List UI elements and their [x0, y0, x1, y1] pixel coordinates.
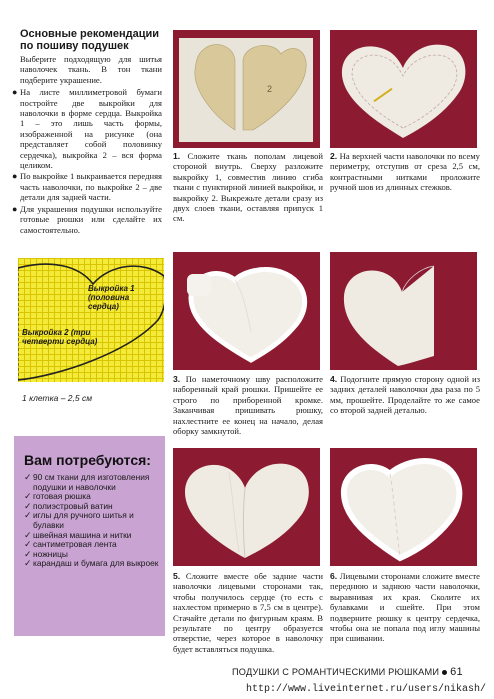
step-photo-4	[330, 252, 477, 370]
list-item: ✓ швейная машина и нитки	[24, 529, 132, 540]
materials-box	[14, 436, 165, 636]
check-icon: ✓	[24, 548, 32, 559]
check-icon: ✓	[24, 558, 32, 569]
list-item: ✓ карандаш и бумага для выкроек	[24, 558, 159, 569]
heart-pinned-illustration	[330, 448, 477, 566]
bullet-icon	[442, 670, 447, 675]
pattern-label-1: Выкройка 1 (половина сердца)	[88, 284, 135, 311]
step-photo-6	[330, 448, 477, 566]
bullet-icon: ●	[12, 203, 18, 214]
step-caption-2: 2. На верхней части наволочки по всему периметру, отступив от среза 2,5 см, контрастными нитками проложите ручной шов из длинных стежков.	[330, 151, 480, 193]
step-caption-1: 1. Сложите ткань пополам лицевой стороной внутрь. Сверху разложите выкройку 1, совместив линию сгиба ткани с пунктирной линией выкройки, и выкройку 2. Выкрежьте детали сразу из двух слоев ткани, оставляя припуск 1 см.	[173, 151, 323, 224]
list-item: ✓ сантиметровая лента	[24, 539, 117, 550]
step-photo-3	[173, 252, 320, 370]
bullet-icon: ●	[12, 171, 18, 182]
step-caption-4: 4. Подогните прямую сторону одной из задних деталей наволочки два раза по 5 мм, прошейте. Проделайте то же самое со второй задней деталью.	[330, 374, 480, 416]
check-icon: ✓	[24, 539, 32, 550]
scale-note: 1 клетка – 2,5 см	[22, 393, 93, 403]
fabric-with-patterns-illustration	[173, 30, 320, 148]
check-icon: ✓	[24, 472, 32, 482]
list-item: ✓ ножницы	[24, 548, 68, 559]
step-caption-3: 3. По наметочному шву расположите наборенный край рюшки. Пришейте ее строго по прибоpенной кромке. Заканчивая пришивать рюшку, нахлестните ее конец на начало, делая оборку замкнутой.	[173, 374, 323, 437]
heart-basting-illustration	[330, 30, 477, 148]
list-item: ✓ 90 см ткани для изготовления подушки и наволочки	[24, 472, 150, 492]
step-photo-1	[173, 30, 320, 148]
section-title: Основные рекомендации по пошиву подушек	[20, 28, 160, 52]
bullet-icon: ●	[12, 87, 18, 98]
list-item: ✓ полиэстровый ватин	[24, 500, 113, 511]
check-icon: ✓	[24, 529, 32, 540]
pattern-grid	[18, 258, 164, 382]
step-caption-6: 6. Лицевыми сторонами сложите вместе переднюю и заднюю части наволочки, выравнивая их края. Сколите их булавками и сшейте. При этом подверните рюшку к центру сердечка, чтобы она не попала под иглу машины при сшивании.	[330, 571, 480, 644]
footer-title: ПОДУШКИ С РОМАНТИЧЕСКИМИ РЮШКАМИ	[232, 667, 440, 677]
heart-pattern-drawing	[18, 258, 164, 382]
check-icon: ✓	[24, 500, 32, 511]
recommendations-column	[12, 28, 162, 236]
materials-title: Вам потребуются:	[24, 452, 151, 468]
source-url[interactable]: http://www.liveinternet.ru/users/nikash/	[246, 684, 487, 695]
step-caption-5: 5. Сложите вместе обе задние части наволочки лицевыми сторонами так, чтобы получилось сердце (то есть с нахлестом примерно в 7,5 см в центре). Стачайте детали по фигурным краям. В результате по центру образуется отверстие, через которое в наволочку будет вставляться подушка.	[173, 571, 323, 654]
page-number: 61	[450, 666, 463, 678]
list-item: ✓ готовая рюшка	[24, 491, 91, 502]
pattern-label-2: Выкройка 2 (три четверти сердца)	[22, 328, 98, 346]
heart-overlap-illustration	[173, 448, 320, 566]
photo-mark: 2	[267, 84, 273, 94]
page-footer	[232, 666, 463, 678]
step-photo-5	[173, 448, 320, 566]
intro-text: Выберите подходящую для шитья наволочек ткань. В тон ткани подберите украшение.	[20, 54, 162, 85]
list-item: ✓ иглы для ручного шитья и булавки	[24, 510, 134, 530]
check-icon: ✓	[24, 491, 32, 502]
step-photo-2	[330, 30, 477, 148]
bullet-item: ● По выкройке 1 выкраивается передняя часть наволочки, по выкройке 2 – две детали для задней части.	[12, 171, 162, 203]
heart-with-ruffle-illustration	[173, 252, 320, 370]
bullet-item: ● На листе миллиметровой бумаги постройте две выкройки для наволочки в форме сердца. Выкройка 1 – это лишь часть формы, изображенной на рисунке (она представляет собой половинку сердечка), выкройка 2 – вся форма целиком.	[12, 87, 162, 171]
check-icon: ✓	[24, 510, 32, 521]
bullet-item: ● Для украшения подушки используйте готовые рюшки или сделайте их самостоятельно.	[12, 203, 162, 235]
materials-list	[14, 473, 165, 569]
heart-back-piece-illustration	[330, 252, 477, 370]
